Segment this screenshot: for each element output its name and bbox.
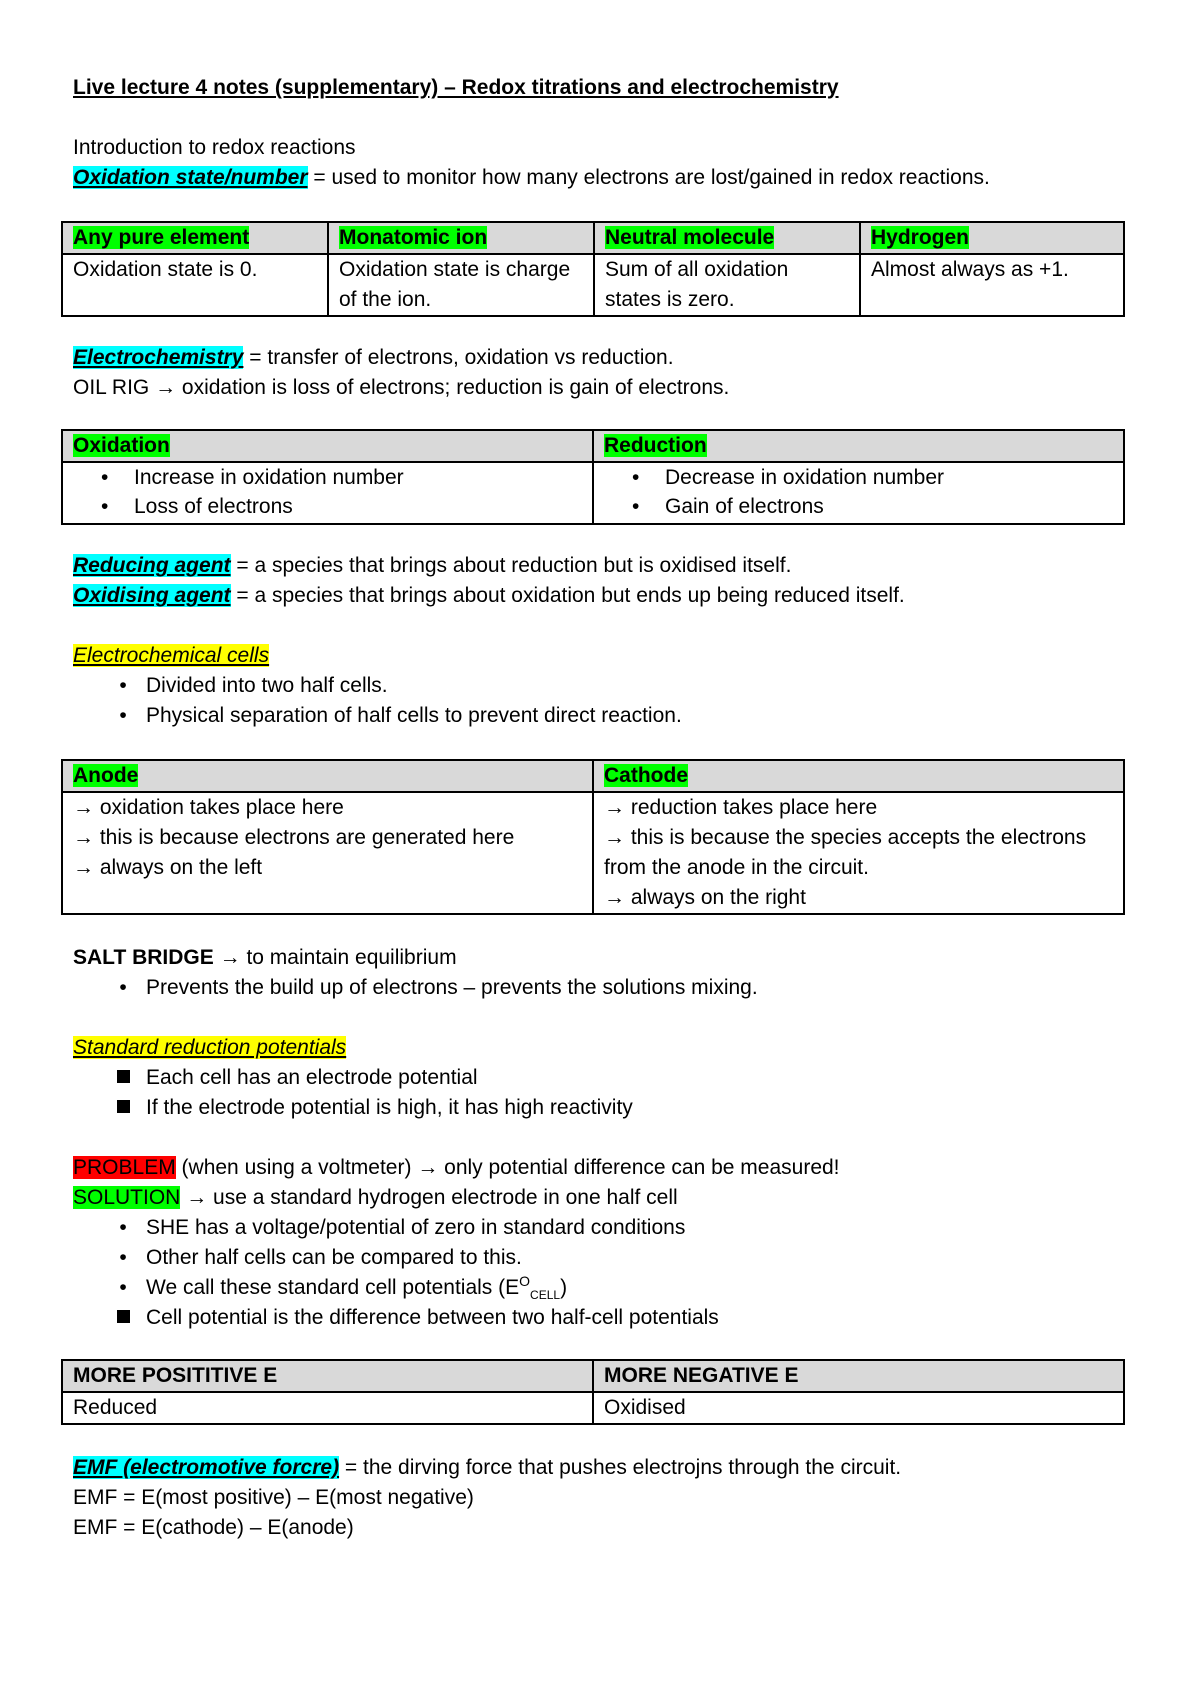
- table-cell: [593, 792, 1124, 914]
- list-item-text: Loss of electrons: [134, 495, 293, 518]
- table-cell: Oxidised: [593, 1392, 1124, 1424]
- table-header-cell: MORE NEGATIVE E: [593, 1360, 1124, 1392]
- list-item: [73, 671, 1135, 701]
- bullet-icon: •: [119, 976, 127, 999]
- oxidising-agent-term: Oxidising agent: [73, 584, 231, 607]
- header-label: Monatomic ion: [339, 226, 488, 249]
- electrochemistry-text: = transfer of electrons, oxidation vs reduction.: [243, 346, 674, 369]
- oil-rig-label: OIL RIG: [73, 376, 156, 399]
- table-row: [62, 254, 1124, 316]
- emf-equation: EMF = E(cathode) – E(anode): [73, 1516, 354, 1539]
- header-label: Hydrogen: [871, 226, 970, 249]
- list-item-text: Cell potential is the difference between two half-cell potentials: [146, 1306, 719, 1329]
- electrochemistry-term: Electrochemistry: [73, 346, 244, 369]
- salt-bridge-line: [73, 943, 1135, 973]
- list-item: [73, 1213, 1135, 1243]
- bullet-icon: •: [119, 674, 127, 697]
- table-header-cell: [860, 222, 1124, 254]
- cathode-header: Cathode: [604, 764, 688, 787]
- table-header-cell: MORE POSITITIVE E: [62, 1360, 593, 1392]
- anode-text: oxidation takes place here: [99, 796, 344, 819]
- reducing-agent-text: = a species that brings about reduction but is oxidised itself.: [230, 554, 792, 577]
- bullet-icon: •: [119, 1216, 127, 1239]
- cathode-line: [604, 823, 1113, 853]
- superscript: O: [519, 1273, 531, 1289]
- table-cell: [62, 462, 593, 524]
- list-item: [73, 1243, 1135, 1273]
- oxidation-state-term: Oxidation state/number: [73, 166, 308, 189]
- arrow-icon: →: [604, 886, 625, 909]
- table-cell: [62, 792, 593, 914]
- oxidation-state-text: = used to monitor how many electrons are lost/gained in redox reactions.: [307, 166, 990, 189]
- redox-table: [61, 429, 1125, 525]
- square-bullet-icon: [117, 1310, 130, 1323]
- oil-rig-line: [73, 373, 1135, 403]
- square-bullet-icon: [117, 1100, 130, 1113]
- list-item-text: Gain of electrons: [665, 495, 824, 518]
- table-cell: Sum of all oxidation states is zero.: [594, 254, 860, 316]
- table-row: [62, 792, 1124, 914]
- list-item-text: Divided into two half cells.: [146, 674, 388, 697]
- list-item: [73, 492, 582, 521]
- positive-negative-table: [61, 1359, 1125, 1425]
- header-label: Any pure element: [73, 226, 250, 249]
- electrochemistry-definition: [73, 343, 1135, 373]
- anode-text: this is because electrons are generated here: [99, 826, 515, 849]
- document-body: [73, 73, 1135, 1543]
- arrow-icon: →: [186, 1186, 208, 1209]
- table-header-cell: [593, 430, 1124, 462]
- table-cell: Oxidation state is charge of the ion.: [328, 254, 594, 316]
- list-item: [604, 463, 1113, 492]
- table-cell: [593, 462, 1124, 524]
- solution-text: use a standard hydrogen electrode in one half cell: [207, 1186, 678, 1209]
- solution-line: [73, 1183, 1135, 1213]
- oxidation-state-table: [61, 221, 1125, 317]
- reducing-agent-definition: [73, 551, 1135, 581]
- problem-label: PROBLEM: [73, 1156, 176, 1179]
- table-row: [62, 462, 1124, 524]
- list-item: [73, 973, 1135, 1003]
- arrow-icon: →: [604, 796, 625, 819]
- table-header-cell: [62, 760, 593, 792]
- list-item-text: Each cell has an electrode potential: [146, 1066, 478, 1089]
- list-item: [73, 701, 1135, 731]
- arrow-icon: →: [73, 826, 94, 849]
- table-header-cell: [62, 222, 328, 254]
- salt-bridge-label: SALT BRIDGE: [73, 946, 220, 969]
- header-label: Neutral molecule: [605, 226, 775, 249]
- anode-line: [73, 853, 582, 883]
- bullet-icon: •: [119, 1276, 127, 1299]
- table-header-row: [62, 430, 1124, 462]
- list-item-text: Increase in oxidation number: [134, 466, 404, 489]
- cathode-line: [604, 883, 1113, 913]
- emf-text: = the dirving force that pushes electrojns through the circuit.: [339, 1456, 902, 1479]
- table-header-cell: [328, 222, 594, 254]
- table-header-cell: [594, 222, 860, 254]
- cathode-text: always on the right: [630, 886, 806, 909]
- intro-heading: Introduction to redox reactions: [73, 136, 356, 159]
- table-row: [62, 1392, 1124, 1424]
- potentials-list: [73, 1063, 1135, 1123]
- emf-definition: [73, 1453, 1135, 1483]
- solution-list: [73, 1213, 1135, 1303]
- anode-line: [73, 793, 582, 823]
- list-item-text: SHE has a voltage/potential of zero in standard conditions: [146, 1216, 686, 1239]
- table-header-row: [62, 222, 1124, 254]
- bullet-icon: •: [632, 495, 640, 518]
- list-item-text: ): [560, 1276, 568, 1299]
- bullet-icon: •: [632, 466, 640, 489]
- reducing-agent-term: Reducing agent: [73, 554, 231, 577]
- cathode-line: [604, 793, 1113, 823]
- list-item-text: Other half cells can be compared to this.: [146, 1246, 522, 1269]
- bullet-icon: •: [101, 495, 109, 518]
- list-item-text: We call these standard cell potentials (E: [146, 1276, 520, 1299]
- emf-equation: EMF = E(most positive) – E(most negative): [73, 1486, 474, 1509]
- list-item: [73, 1093, 1135, 1123]
- electrochemical-cells-heading: [73, 641, 1135, 671]
- oil-rig-text: oxidation is loss of electrons; reduction is gain of electrons.: [176, 376, 730, 399]
- oxidation-state-definition: [73, 163, 1135, 193]
- document-title: Live lecture 4 notes (supplementary) – Redox titrations and electrochemistry: [73, 76, 839, 99]
- table-cell: Oxidation state is 0.: [62, 254, 328, 316]
- reduction-header: Reduction: [604, 434, 707, 457]
- anode-line: [73, 823, 582, 853]
- cell-potential-list: [73, 1303, 1135, 1333]
- table-cell: Reduced: [62, 1392, 593, 1424]
- arrow-icon: →: [604, 826, 625, 849]
- anode-header: Anode: [73, 764, 139, 787]
- list-item-text: Physical separation of half cells to prevent direct reaction.: [146, 704, 682, 727]
- electrochemical-cells-list: [73, 671, 1135, 731]
- oxidising-agent-text: = a species that brings about oxidation but ends up being reduced itself.: [230, 584, 905, 607]
- list-item: [73, 463, 582, 492]
- list-item: [73, 1273, 1135, 1303]
- table-header-row: [62, 760, 1124, 792]
- section-heading: Electrochemical cells: [73, 644, 270, 667]
- emf-term: EMF (electromotive forcre): [73, 1456, 340, 1479]
- table-header-cell: [593, 760, 1124, 792]
- anode-text: always on the left: [99, 856, 263, 879]
- subscript: CELL: [530, 1288, 561, 1303]
- arrow-icon: →: [73, 796, 94, 819]
- oxidising-agent-definition: [73, 581, 1135, 611]
- arrow-icon: →: [219, 946, 241, 969]
- electrode-table: [61, 759, 1125, 915]
- cathode-line: [604, 853, 1113, 883]
- list-item-text: If the electrode potential is high, it has high reactivity: [146, 1096, 633, 1119]
- solution-label: SOLUTION: [73, 1186, 181, 1209]
- list-item: [73, 1063, 1135, 1093]
- arrow-icon: →: [417, 1156, 439, 1179]
- list-item-text: Decrease in oxidation number: [665, 466, 944, 489]
- oxidation-header: Oxidation: [73, 434, 170, 457]
- list-item: [73, 1303, 1135, 1333]
- problem-line: [73, 1153, 1135, 1183]
- section-heading: Standard reduction potentials: [73, 1036, 347, 1059]
- table-cell: Almost always as +1.: [860, 254, 1124, 316]
- arrow-icon: →: [73, 856, 94, 879]
- list-item-text: Prevents the build up of electrons – prevents the solutions mixing.: [146, 976, 758, 999]
- problem-text: only potential difference can be measured!: [438, 1156, 840, 1179]
- list-item: [604, 492, 1113, 521]
- cathode-text: this is because the species accepts the electrons: [630, 826, 1087, 849]
- salt-bridge-text: to maintain equilibrium: [240, 946, 457, 969]
- bullet-icon: •: [101, 466, 109, 489]
- bullet-icon: •: [119, 1246, 127, 1269]
- bullet-icon: •: [119, 704, 127, 727]
- table-header-row: [62, 1360, 1124, 1392]
- cathode-text: reduction takes place here: [630, 796, 878, 819]
- square-bullet-icon: [117, 1070, 130, 1083]
- standard-reduction-potentials-heading: [73, 1033, 1135, 1063]
- problem-text: (when using a voltmeter): [175, 1156, 418, 1179]
- salt-bridge-list: [73, 973, 1135, 1003]
- cathode-text: from the anode in the circuit.: [604, 856, 869, 879]
- arrow-icon: →: [155, 376, 177, 399]
- table-header-cell: [62, 430, 593, 462]
